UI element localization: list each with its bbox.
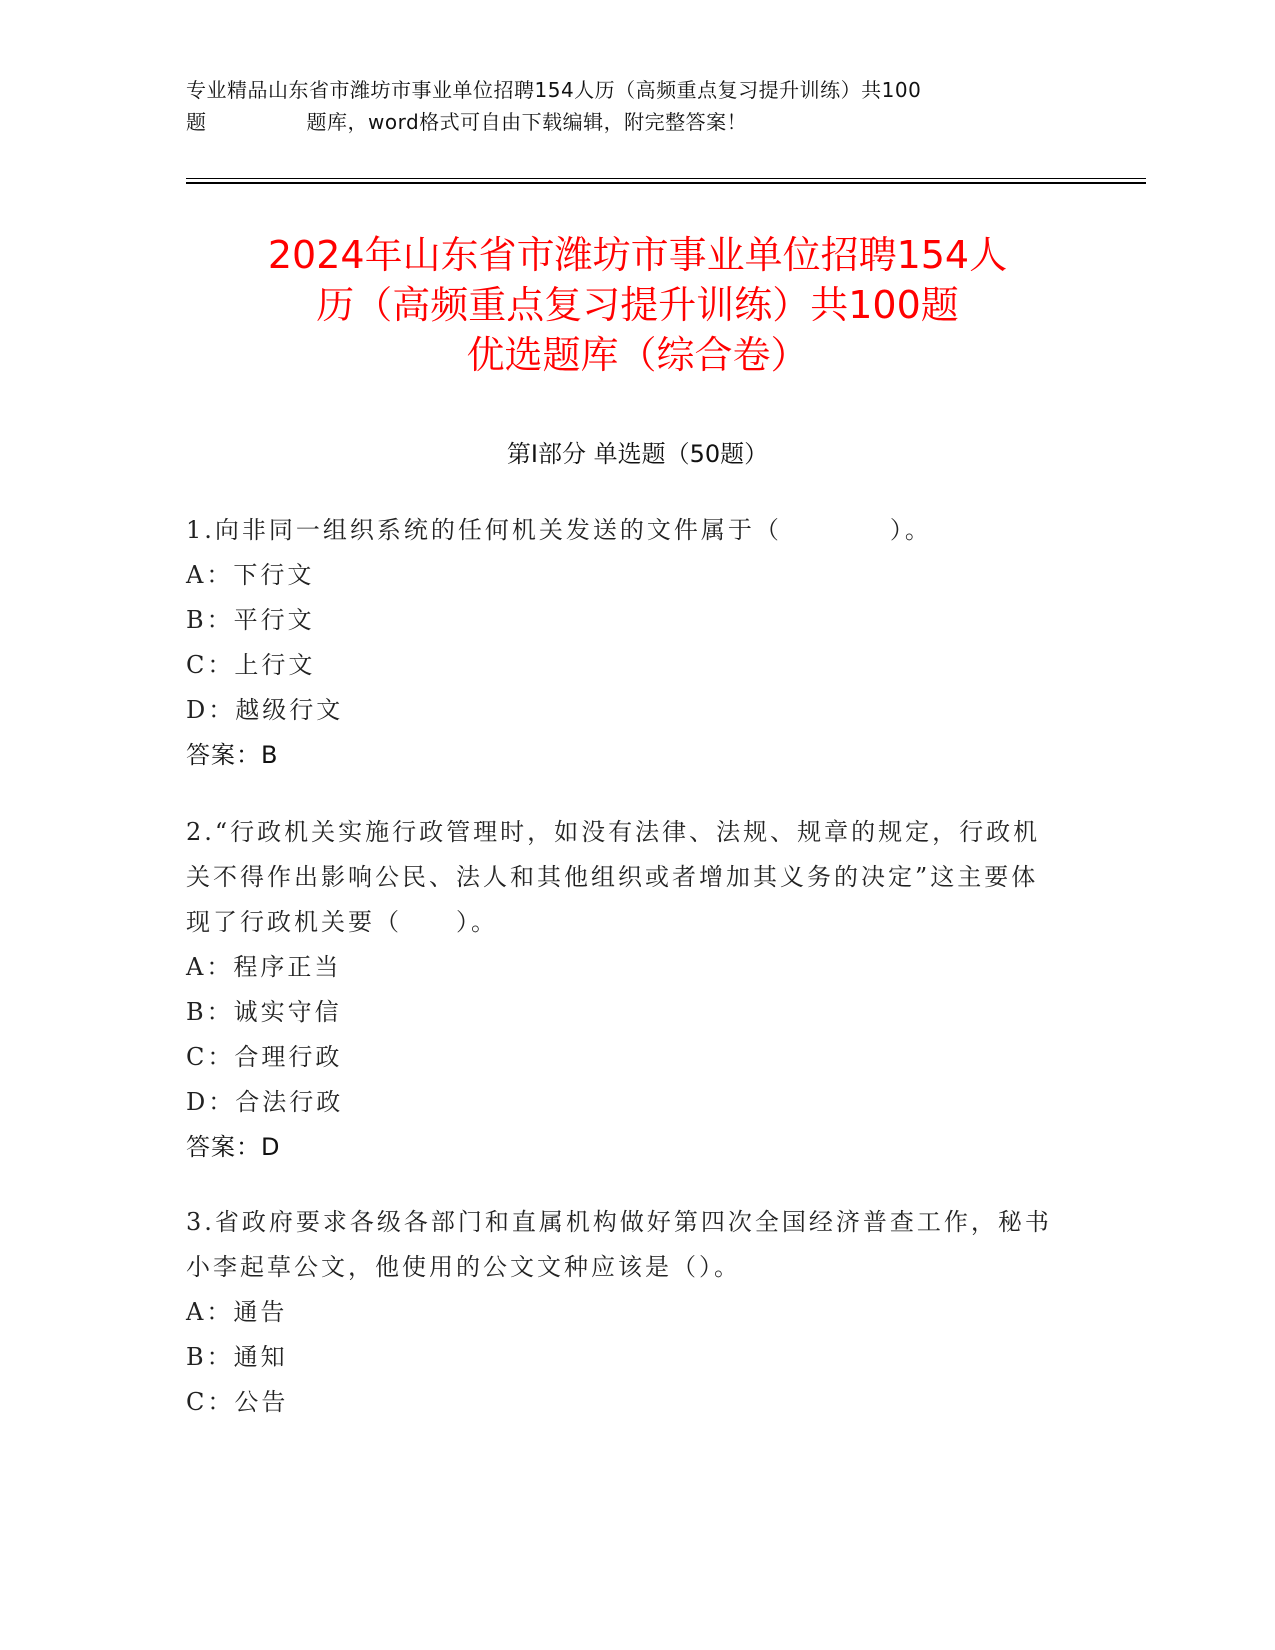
option-c: C：合理行政: [186, 1043, 343, 1071]
header-note-gap: [207, 106, 307, 138]
question-block-1: [186, 508, 1056, 778]
question-text: 1.向非同一组织系统的任何机关发送的文件属于（ ）。: [186, 516, 932, 544]
question-block-2: [186, 810, 1056, 1170]
option-a: A：通告: [186, 1298, 288, 1326]
option-c: C：公告: [186, 1388, 289, 1416]
header-divider-thin: [186, 178, 1146, 179]
option-b: B：通知: [186, 1343, 288, 1371]
option-c: C：上行文: [186, 651, 316, 679]
question-block-3: [186, 1200, 1056, 1425]
option-a: A：下行文: [186, 561, 315, 589]
option-a: A：程序正当: [186, 953, 342, 981]
option-b: B：诚实守信: [186, 998, 342, 1026]
header-note-line1: 专业精品山东省市潍坊市事业单位招聘154人历（高频重点复习提升训练）共100: [186, 78, 922, 102]
option-b: B：平行文: [186, 606, 315, 634]
header-note-line2-rest: 题库，word格式可自由下载编辑，附完整答案！: [306, 110, 748, 134]
question-text: 3.省政府要求各级各部门和直属机构做好第四次全国经济普查工作，秘书小李起草公文，他使用的公文文种应该是（）。: [186, 1208, 1052, 1281]
title-line-3: 优选题库（综合卷）: [466, 333, 809, 377]
document-title: [150, 230, 1125, 380]
title-line-1: 2024年山东省市潍坊市事业单位招聘154人: [267, 233, 1008, 277]
header-divider-thick: [186, 182, 1146, 184]
answer: 答案：D: [186, 1133, 281, 1161]
header-note: [186, 74, 1086, 138]
header-note-line2-start: 题: [186, 110, 207, 134]
option-d: D：越级行文: [186, 696, 344, 724]
question-text: 2.“行政机关实施行政管理时，如没有法律、法规、规章的规定，行政机关不得作出影响公民、法人和其他组织或者增加其义务的决定”这主要体现了行政机关要（ ）。: [186, 818, 1041, 936]
section-heading: 第Ⅰ部分 单选题（50题）: [506, 440, 769, 468]
option-d: D：合法行政: [186, 1088, 344, 1116]
header-note-line2: [186, 106, 1086, 138]
title-line-2: 历（高频重点复习提升训练）共100题: [316, 283, 959, 327]
answer: 答案：B: [186, 741, 279, 769]
